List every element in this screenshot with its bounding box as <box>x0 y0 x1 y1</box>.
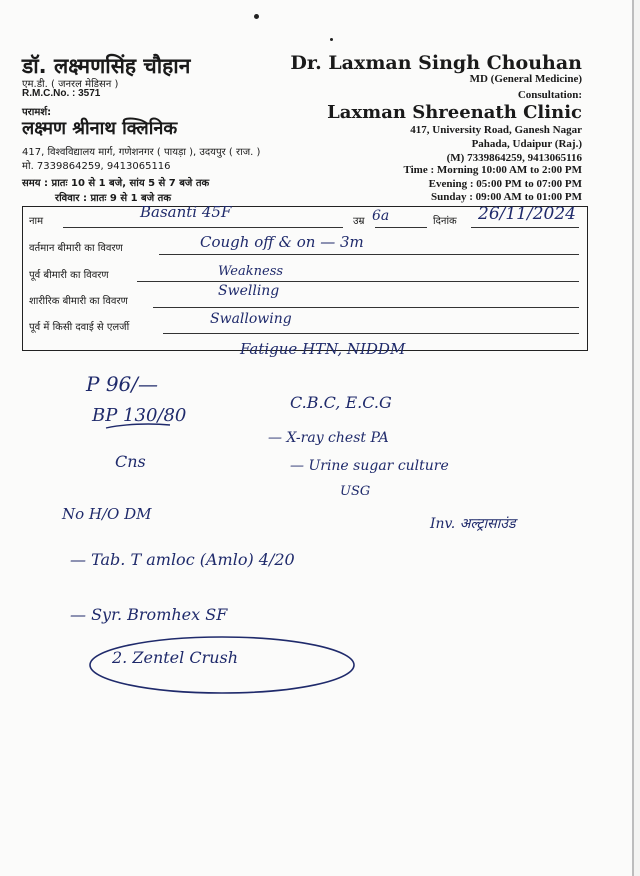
address-hindi: 417, विश्वविद्यालय मार्ग, गणेशनगर ( पायड़ा ), उदयपुर ( राज. ) <box>22 147 261 158</box>
allergy-line <box>163 333 579 334</box>
address-line2-english: Pahada, Udaipur (Raj.) <box>471 138 582 150</box>
age-label: उम्र <box>353 216 365 227</box>
allergy-label: पूर्व में किसी दवाई से एलर्जी <box>29 322 130 333</box>
rmc-number: R.M.C.No. : 3571 <box>22 88 101 99</box>
phone-hindi: मो. 7339864259, 9413065116 <box>22 161 171 172</box>
patient-details-form <box>22 206 588 351</box>
hw-pulse: P 96/— <box>86 372 159 396</box>
hw-physical: Swelling <box>218 283 280 299</box>
phone-english: (M) 7339864259, 9413065116 <box>446 152 582 164</box>
rx-circle-mark <box>86 632 360 698</box>
hw-rx-2: — Syr. Bromhex SF <box>70 605 228 624</box>
hw-investigations: C.B.C, E.C.G <box>290 393 392 412</box>
name-label: नाम <box>29 216 44 227</box>
consultation-label-hindi: परामर्श: <box>22 107 52 118</box>
doctor-degree-english: MD (General Medicine) <box>469 73 582 85</box>
clinic-name-hindi: लक्ष्मण श्रीनाथ क्लिनिक <box>22 118 178 139</box>
clinic-name-english: Laxman Shreenath Clinic <box>327 102 582 123</box>
hw-allergy: Swallowing <box>210 311 292 327</box>
timing-evening-english: Evening : 05:00 PM to 07:00 PM <box>428 178 582 190</box>
allergy-row <box>23 319 587 339</box>
name-line <box>63 227 343 228</box>
date-line <box>471 227 579 228</box>
bp-fraction-line <box>104 420 174 432</box>
timing-sunday-english: Sunday : 09:00 AM to 01:00 PM <box>431 191 582 203</box>
past-illness-line <box>137 281 579 282</box>
doctor-degree-hindi: एम.डी. ( जनरल मेडिसन ) <box>22 79 119 90</box>
hw-inv-2: — Urine sugar culture <box>290 458 449 474</box>
hw-inv-1: — X-ray chest PA <box>268 430 389 446</box>
timing-weekday-hindi: समय : प्रातः 10 से 1 बजे, सांय 5 से 7 बजे तक <box>22 178 210 189</box>
hw-cns: Cns <box>115 452 146 471</box>
timing-sunday-hindi: रविवार : प्रातः 9 से 1 बजे तक <box>55 193 172 204</box>
hw-current-illness: Cough off & on — 3m <box>200 233 364 251</box>
hw-rx-3: 2. Zentel Crush <box>112 648 239 667</box>
past-illness-label: पूर्व बीमारी का विवरण <box>29 270 109 281</box>
hw-patient-name: Basanti 45F <box>140 203 232 221</box>
hw-history-note: No H/O DM <box>62 505 152 523</box>
current-illness-label: वर्तमान बीमारी का विवरण <box>29 243 123 254</box>
hw-past-illness: Weakness <box>218 264 284 279</box>
physical-illness-line <box>153 307 579 308</box>
age-line <box>375 227 427 228</box>
timing-morning-english: Time : Morning 10:00 AM to 2:00 PM <box>403 164 582 176</box>
hw-age: 6a <box>372 208 390 224</box>
doctor-name-hindi: डॉ. लक्ष्मणसिंह चौहान <box>22 54 191 78</box>
stray-mark <box>330 38 333 41</box>
hw-bp: BP 130/80 <box>92 405 187 426</box>
hw-right-note: Inv. अल्ट्रासाउंड <box>430 516 516 532</box>
consultation-label-english: Consultation: <box>517 89 582 101</box>
hw-rx-1: — Tab. T amloc (Amlo) 4/20 <box>70 550 295 569</box>
physical-illness-row <box>23 293 587 313</box>
physical-illness-label: शारीरिक बीमारी का विवरण <box>29 296 128 307</box>
hw-date: 26/11/2024 <box>478 204 576 224</box>
doctor-name-english: Dr. Laxman Singh Chouhan <box>290 52 582 74</box>
past-illness-row <box>23 267 587 287</box>
date-label: दिनांक <box>433 216 457 227</box>
hw-inv-3: USG <box>340 484 371 499</box>
hw-below-box: Fatigue HTN, NIDDM <box>240 340 406 358</box>
current-illness-line <box>159 254 579 255</box>
address-line1-english: 417, University Road, Ganesh Nagar <box>410 124 582 136</box>
stray-mark <box>254 14 259 19</box>
